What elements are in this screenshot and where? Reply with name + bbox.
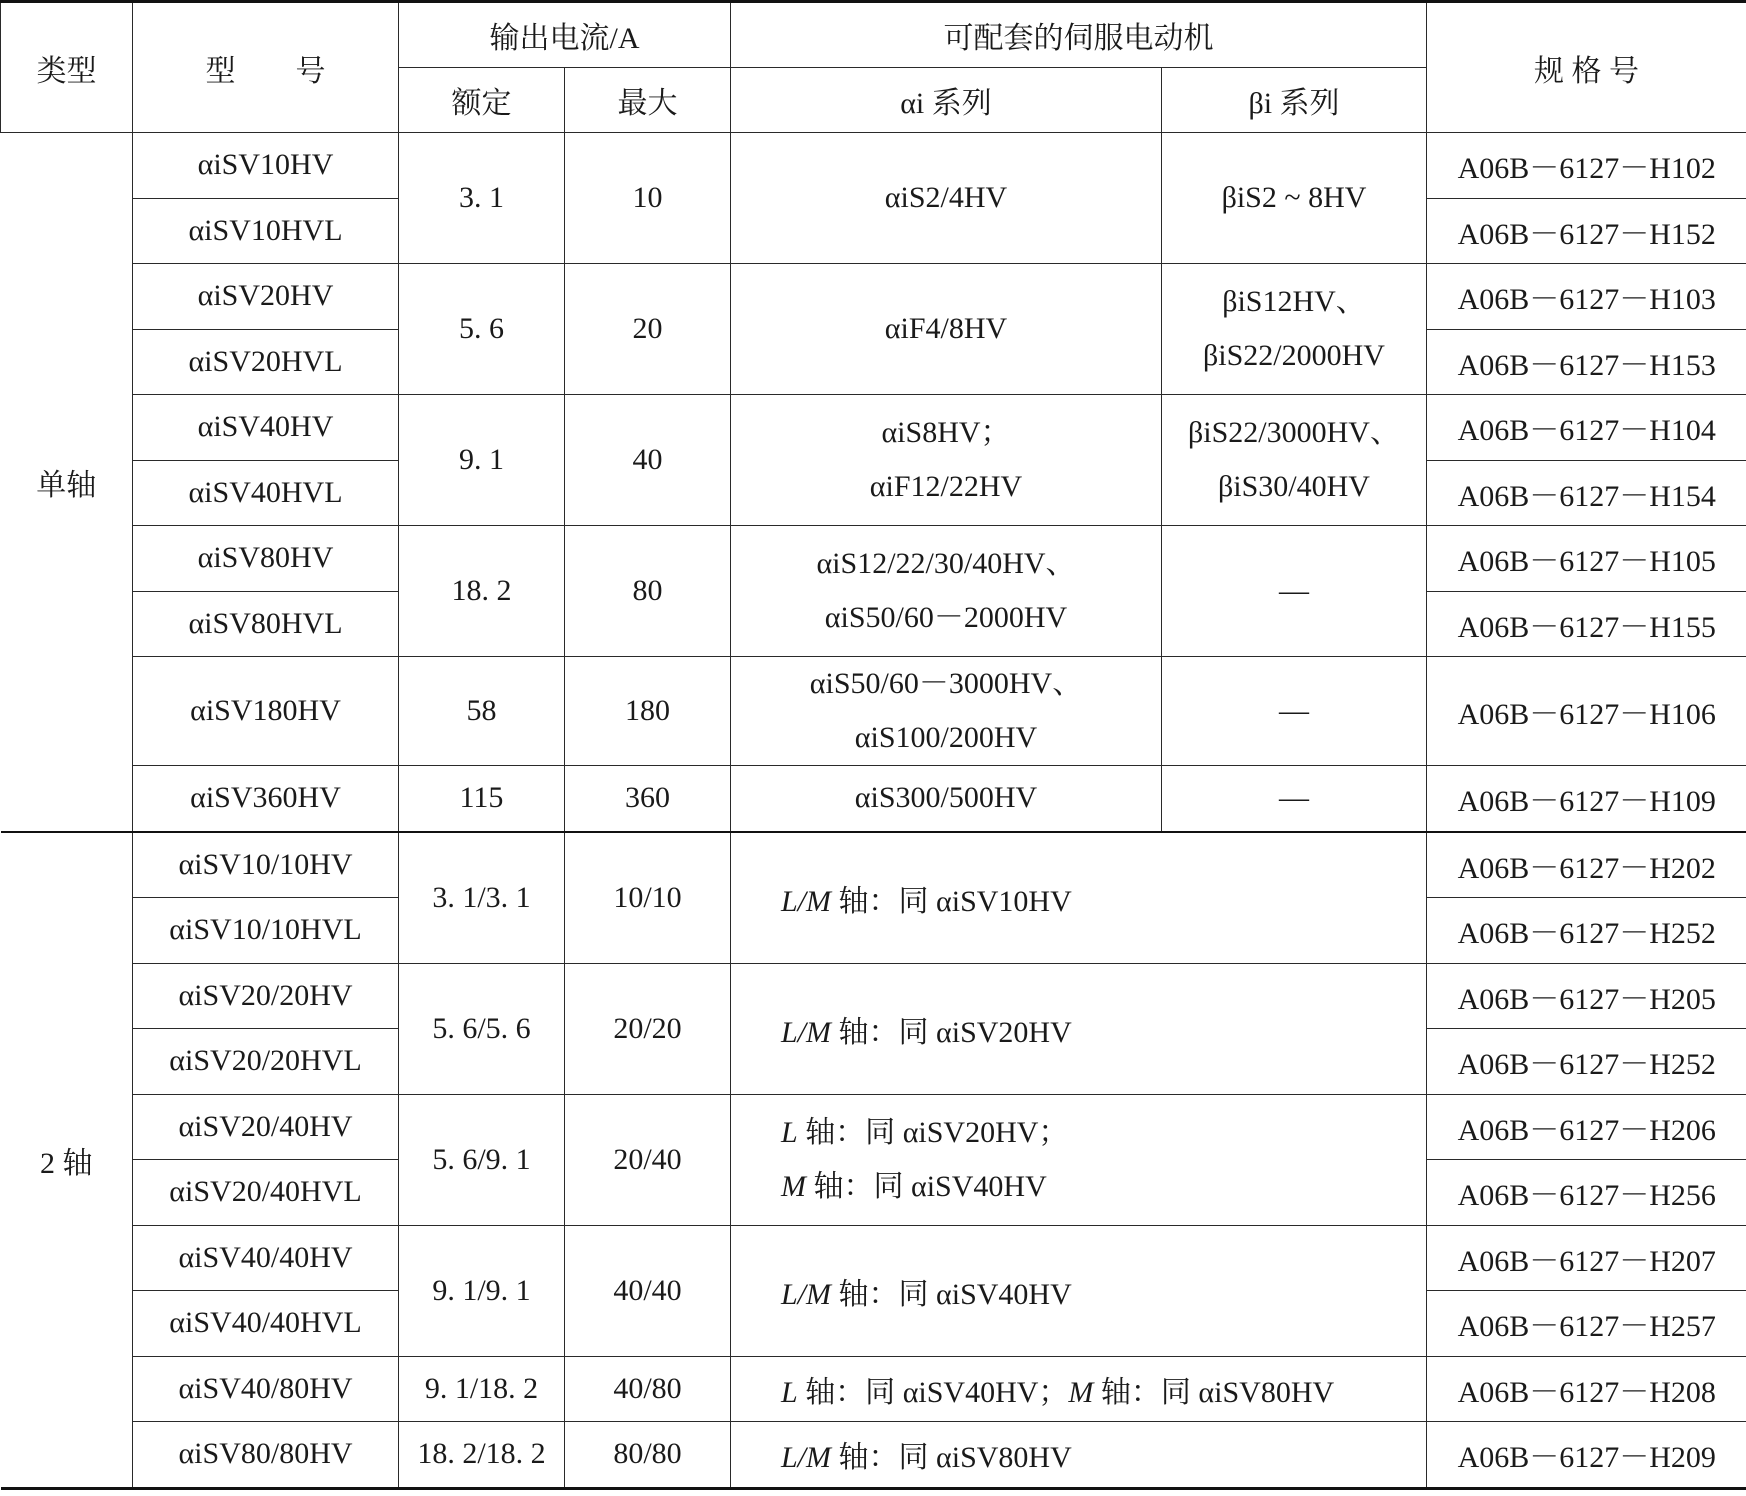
model-cell: αiSV40/40HV — [133, 1225, 399, 1291]
spec-cell: A06B－6127－H104 — [1427, 395, 1746, 461]
max-cell: 180 — [565, 657, 731, 766]
spec-cell: A06B－6127－H102 — [1427, 133, 1746, 199]
axis-note-cell: L/M 轴：同 αiSV10HV — [731, 832, 1427, 964]
model-cell: αiSV80/80HV — [133, 1422, 399, 1489]
max-cell: 40/40 — [565, 1225, 731, 1356]
rated-cell: 58 — [399, 657, 565, 766]
spec-cell: A06B－6127－H105 — [1427, 526, 1746, 592]
axis-note-cell: L/M 轴：同 αiSV80HV — [731, 1422, 1427, 1489]
spec-cell: A06B－6127－H106 — [1427, 657, 1746, 766]
model-cell: αiSV360HV — [133, 766, 399, 832]
model-cell: αiSV20/40HV — [133, 1094, 399, 1160]
beta-motor-cell: — — [1162, 657, 1427, 766]
header-rated: 额定 — [399, 68, 565, 133]
max-cell: 80 — [565, 526, 731, 657]
model-cell: αiSV10HVL — [133, 198, 399, 264]
model-cell: αiSV20/20HVL — [133, 1029, 399, 1095]
alpha-motor-cell: αiS50/60－3000HV、 αiS100/200HV — [731, 657, 1162, 766]
beta-motor-cell: — — [1162, 766, 1427, 832]
rated-cell: 5. 6/9. 1 — [399, 1094, 565, 1225]
header-output-current: 输出电流/A — [399, 2, 731, 68]
max-cell: 40 — [565, 395, 731, 526]
header-type: 类型 — [1, 2, 133, 133]
alpha-motor-cell: αiS2/4HV — [731, 133, 1162, 264]
model-cell: αiSV40HV — [133, 395, 399, 461]
spec-cell: A06B－6127－H256 — [1427, 1160, 1746, 1226]
model-cell: αiSV80HVL — [133, 591, 399, 657]
header-model: 型 号 — [133, 2, 399, 133]
spec-cell: A06B－6127－H109 — [1427, 766, 1746, 832]
rated-cell: 115 — [399, 766, 565, 832]
max-cell: 20/40 — [565, 1094, 731, 1225]
model-cell: αiSV10/10HV — [133, 832, 399, 898]
max-cell: 360 — [565, 766, 731, 832]
m-axis-note: M 轴：同 αiSV40HV — [781, 1169, 1047, 1203]
rated-cell: 9. 1/18. 2 — [399, 1356, 565, 1422]
rated-cell: 18. 2/18. 2 — [399, 1422, 565, 1489]
rated-cell: 9. 1 — [399, 395, 565, 526]
max-cell: 20 — [565, 264, 731, 395]
model-cell: αiSV20HV — [133, 264, 399, 330]
axis-note-cell: L/M 轴：同 αiSV20HV — [731, 963, 1427, 1094]
model-cell: αiSV180HV — [133, 657, 399, 766]
rated-cell: 18. 2 — [399, 526, 565, 657]
axis-note-cell — [731, 1094, 1427, 1225]
alpha-motor-cell: αiF4/8HV — [731, 264, 1162, 395]
rated-cell: 9. 1/9. 1 — [399, 1225, 565, 1356]
header-alpha-series: αi 系列 — [731, 68, 1162, 133]
spec-cell: A06B－6127－H252 — [1427, 1029, 1746, 1095]
spec-cell: A06B－6127－H205 — [1427, 963, 1746, 1029]
rated-cell: 3. 1 — [399, 133, 565, 264]
spec-cell: A06B－6127－H155 — [1427, 591, 1746, 657]
axis-note-cell: L/M 轴：同 αiSV40HV — [731, 1225, 1427, 1356]
dual-axis-section — [1, 832, 1746, 1489]
model-cell: αiSV20/40HVL — [133, 1160, 399, 1226]
spec-cell: A06B－6127－H206 — [1427, 1094, 1746, 1160]
spec-cell: A06B－6127－H153 — [1427, 329, 1746, 395]
model-cell: αiSV80HV — [133, 526, 399, 592]
axis-note-cell: L 轴：同 αiSV40HV；M 轴：同 αiSV80HV — [731, 1356, 1427, 1422]
model-cell: αiSV40HVL — [133, 460, 399, 526]
beta-motor-cell: βiS22/3000HV、 βiS30/40HV — [1162, 395, 1427, 526]
alpha-motor-cell: αiS12/22/30/40HV、 αiS50/60－2000HV — [731, 526, 1162, 657]
alpha-motor-cell: αiS8HV； αiF12/22HV — [731, 395, 1162, 526]
beta-motor-cell: βiS2 ~ 8HV — [1162, 133, 1427, 264]
model-cell: αiSV10/10HVL — [133, 898, 399, 964]
header-spec: 规 格 号 — [1427, 2, 1746, 133]
header-max: 最大 — [565, 68, 731, 133]
rated-cell: 3. 1/3. 1 — [399, 832, 565, 964]
header-beta-series: βi 系列 — [1162, 68, 1427, 133]
model-cell: αiSV40/80HV — [133, 1356, 399, 1422]
spec-cell: A06B－6127－H209 — [1427, 1422, 1746, 1489]
beta-motor-cell: — — [1162, 526, 1427, 657]
model-cell: αiSV40/40HVL — [133, 1291, 399, 1357]
max-cell: 20/20 — [565, 963, 731, 1094]
rated-cell: 5. 6 — [399, 264, 565, 395]
spec-cell: A06B－6127－H257 — [1427, 1291, 1746, 1357]
max-cell: 10/10 — [565, 832, 731, 964]
spec-cell: A06B－6127－H103 — [1427, 264, 1746, 330]
spec-cell: A06B－6127－H208 — [1427, 1356, 1746, 1422]
max-cell: 40/80 — [565, 1356, 731, 1422]
type-single-axis: 单轴 — [1, 133, 133, 832]
max-cell: 10 — [565, 133, 731, 264]
spec-cell: A06B－6127－H252 — [1427, 898, 1746, 964]
beta-motor-cell: βiS12HV、 βiS22/2000HV — [1162, 264, 1427, 395]
spec-cell: A06B－6127－H152 — [1427, 198, 1746, 264]
type-dual-axis: 2 轴 — [1, 832, 133, 1489]
spec-cell: A06B－6127－H207 — [1427, 1225, 1746, 1291]
model-cell: αiSV20HVL — [133, 329, 399, 395]
header-motors: 可配套的伺服电动机 — [731, 2, 1427, 68]
alpha-motor-cell: αiS300/500HV — [731, 766, 1162, 832]
spec-cell: A06B－6127－H154 — [1427, 460, 1746, 526]
single-axis-section — [1, 133, 1746, 832]
model-cell: αiSV20/20HV — [133, 963, 399, 1029]
max-cell: 80/80 — [565, 1422, 731, 1489]
l-axis-note: L 轴：同 αiSV20HV； — [781, 1115, 1069, 1149]
rated-cell: 5. 6/5. 6 — [399, 963, 565, 1094]
spec-cell: A06B－6127－H202 — [1427, 832, 1746, 898]
model-cell: αiSV10HV — [133, 133, 399, 199]
